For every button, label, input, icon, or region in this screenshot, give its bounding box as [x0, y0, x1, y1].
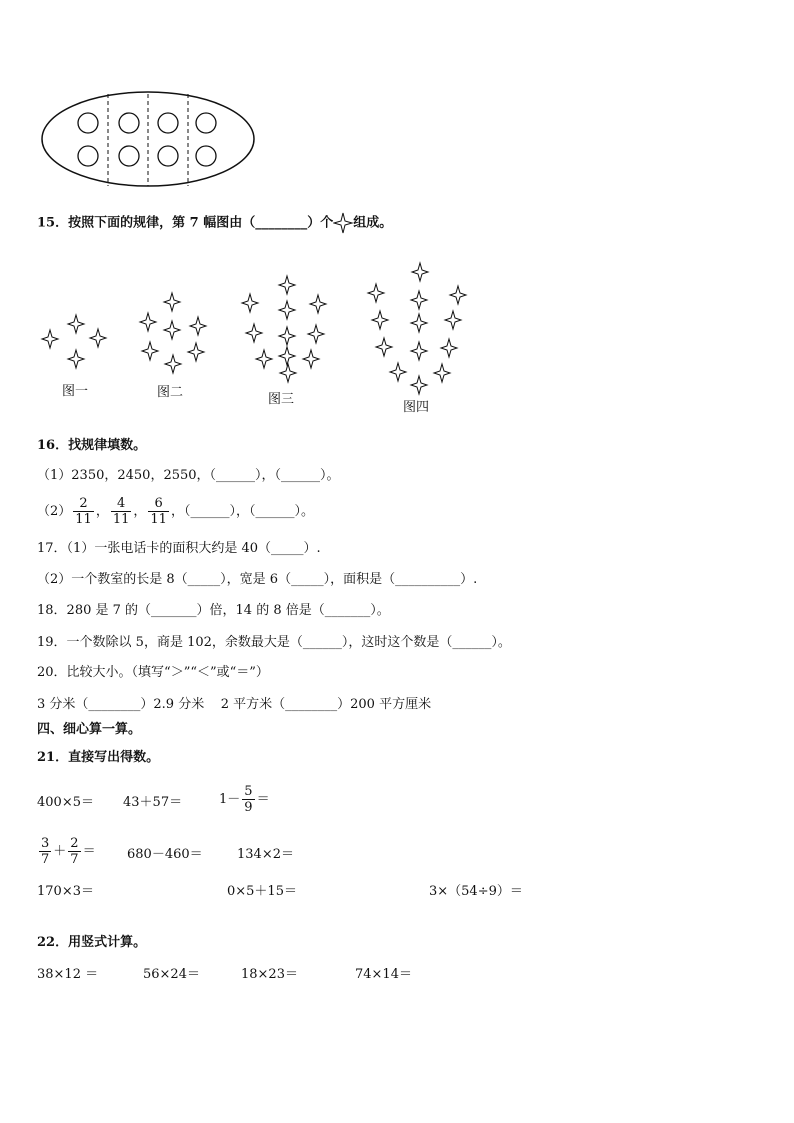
- star-icon: [279, 276, 295, 294]
- calc-item: 18×23＝: [241, 967, 298, 982]
- star-icon: [256, 350, 272, 368]
- star-icon: [303, 350, 319, 368]
- question-16-line-1: （1）2350，2450，2550，（______），（______）。: [37, 468, 340, 483]
- calc-item: 170×3＝: [37, 884, 94, 899]
- calc-item: 56×24＝: [143, 967, 200, 982]
- calc-item: 38×12 ＝: [37, 967, 99, 982]
- q21-row-1: [37, 784, 437, 824]
- q16-suffix: ，（______），（______）。: [170, 504, 314, 519]
- star-icon: [411, 376, 427, 394]
- calc-item-fraction: $\frac{3}{7}$ ＋ $\frac{2}{7}$ ＝: [41, 836, 96, 867]
- q21-row-2: [37, 836, 437, 876]
- figure-caption-4: 图四: [403, 400, 430, 415]
- star-icon: [376, 338, 392, 356]
- question-20-title: 20．比较大小。（填写“＞”“＜”或“＝”）: [37, 665, 269, 680]
- star-icon: [190, 317, 206, 335]
- star-pattern-figures: [30, 255, 490, 405]
- calc-item-fraction: 1－ $\frac{5}{9}$ ＝: [219, 784, 270, 815]
- star-icon: [411, 291, 427, 309]
- star-icon: [450, 286, 466, 304]
- circle-shape: [158, 113, 178, 133]
- star-icon: [164, 321, 180, 339]
- star-icon: [90, 329, 106, 347]
- star-icon: [68, 315, 84, 333]
- fraction: $\frac{5}{9}$: [244, 784, 253, 815]
- star-icon: [140, 313, 156, 331]
- fraction: $\frac{2}{11}$: [75, 496, 92, 527]
- calc-item: 134×2＝: [237, 847, 294, 862]
- q16-prefix: （2）: [37, 504, 72, 519]
- question-21-title: 21．直接写出得数。: [37, 750, 160, 765]
- circle-shape: [196, 113, 216, 133]
- section-4-heading: 四、细心算一算。: [37, 722, 142, 737]
- star-icon: [42, 330, 58, 348]
- question-19: 19．一个数除以 5，商是 102，余数最大是（______），这时这个数是（______）。: [37, 635, 511, 650]
- question-20-line: 3 分米（________）2.9 分米 2 平方米（________）200 平方厘米: [37, 697, 432, 712]
- star-icon: [310, 295, 326, 313]
- question-15: [37, 212, 392, 234]
- question-17-line-1: 17．（1）一张电话卡的面积大约是 40（_____）.: [37, 541, 321, 556]
- q15-text-after: 组成。: [353, 215, 393, 231]
- star-icon: [412, 263, 428, 281]
- calc-item: 3×（54÷9）＝: [429, 884, 523, 899]
- star-icon: [333, 212, 353, 234]
- question-18: 18．280 是 7 的（_______）倍，14 的 8 倍是（_______）。: [37, 603, 390, 618]
- star-icon: [242, 294, 258, 312]
- fraction: $\frac{6}{11}$: [150, 496, 167, 527]
- star-icon: [246, 324, 262, 342]
- calc-item: 680－460＝: [127, 847, 203, 862]
- star-icon: [368, 284, 384, 302]
- circle-shape: [78, 146, 98, 166]
- star-icon: [280, 364, 296, 382]
- figure-caption-2: 图二: [157, 385, 184, 400]
- star-icon: [279, 301, 295, 319]
- star-icon: [390, 363, 406, 381]
- figure-caption-3: 图三: [268, 392, 295, 407]
- question-16-title: 16．找规律填数。: [37, 438, 147, 453]
- calc-item: 43＋57＝: [123, 795, 183, 810]
- calc-item: 0×5＋15＝: [227, 884, 297, 899]
- question-16-line-2: （2） $\frac{2}{11}$ ， $\frac{4}{11}$ ， $\frac{6}{11}$ ，（______），（______）。: [37, 496, 314, 527]
- star-icon: [279, 347, 295, 365]
- star-icon: [441, 339, 457, 357]
- q22-row: [37, 966, 457, 986]
- circle-shape: [78, 113, 98, 133]
- star-icon: [68, 350, 84, 368]
- star-icon: [445, 311, 461, 329]
- circle-shape: [158, 146, 178, 166]
- star-icon: [411, 314, 427, 332]
- q21-row-3: [37, 883, 537, 903]
- calc-item: 74×14＝: [355, 967, 412, 982]
- grouping-ellipse-figure: [40, 90, 260, 190]
- star-icon: [434, 364, 450, 382]
- q15-text-before: 15．按照下面的规律，第 7 幅图由（________）个: [37, 215, 334, 231]
- star-icon: [142, 342, 158, 360]
- star-icon: [308, 325, 324, 343]
- fraction: $\frac{3}{7}$: [41, 836, 50, 867]
- fraction: $\frac{4}{11}$: [112, 496, 130, 527]
- star-icon: [188, 343, 204, 361]
- calc-item: 400×5＝: [37, 795, 94, 810]
- fraction: $\frac{2}{7}$: [70, 836, 79, 867]
- star-icon: [164, 293, 180, 311]
- circle-shape: [119, 113, 139, 133]
- question-17-line-2: （2）一个教室的长是 8（_____），宽是 6（_____），面积是（__________）.: [37, 572, 478, 587]
- circle-shape: [119, 146, 139, 166]
- figure-caption-1: 图一: [62, 384, 89, 399]
- star-icon: [411, 342, 427, 360]
- star-icon: [279, 327, 295, 345]
- circle-shape: [196, 146, 216, 166]
- question-22-title: 22．用竖式计算。: [37, 935, 147, 950]
- star-icon: [165, 355, 181, 373]
- star-icon: [372, 311, 388, 329]
